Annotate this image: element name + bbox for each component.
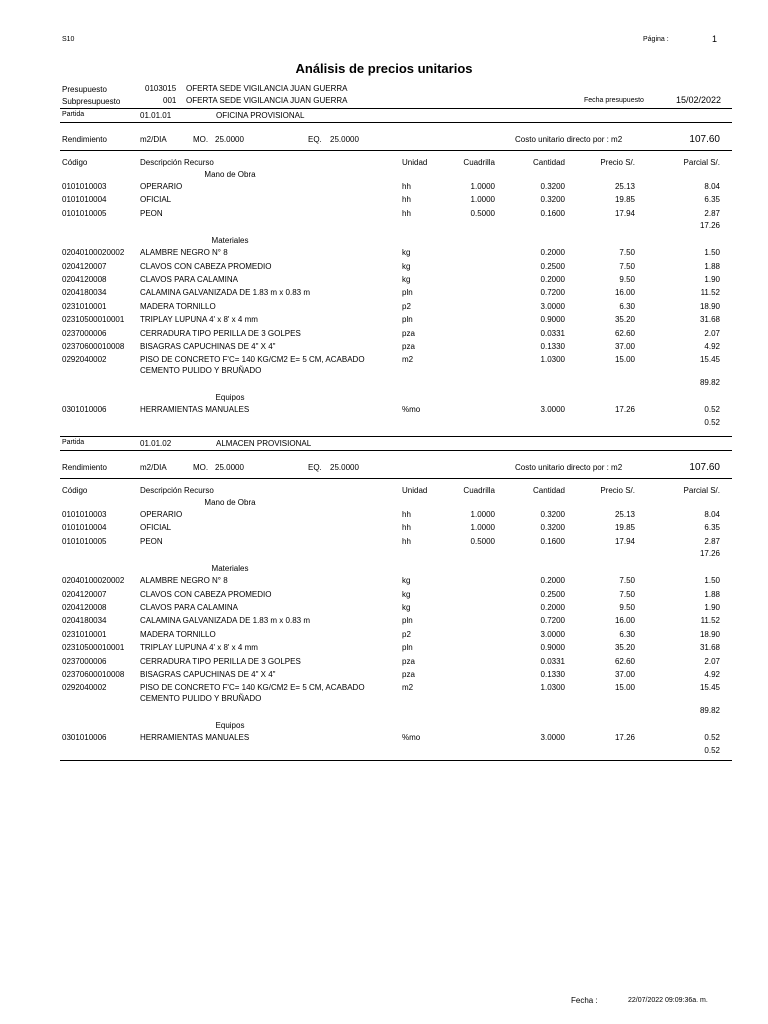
row-cantidad: 1.0300 [540,355,565,365]
row-precio: 17.94 [614,208,635,218]
row-code: 0237000006 [62,328,107,338]
row-cantidad: 0.3200 [540,195,565,205]
row-unit: hh [402,182,411,191]
row-precio: 16.00 [614,288,635,298]
presupuesto-code: 0103015 [145,84,177,93]
system-label: S10 [62,36,75,43]
row-unit: m2 [402,355,414,365]
row-parcial: 2.87 [704,208,720,218]
row-description: ALAMBRE NEGRO N° 8 [140,248,228,258]
row-precio: 17.26 [614,405,635,415]
row-cantidad: 0.2000 [540,275,565,284]
row-unit: m2 [402,683,414,693]
rendimiento-unit: m2/DIA [140,135,167,144]
row-parcial: 0.52 [704,733,720,743]
row-cantidad: 0.2000 [540,576,565,586]
row-code: 0204180034 [62,288,107,298]
row-unit: pza [402,670,415,679]
column-codigo: Código [62,486,88,495]
row-code: 0204120007 [62,261,107,271]
columns-divider [60,478,732,479]
row-parcial: 18.90 [699,301,720,311]
row-parcial: 6.35 [704,523,720,533]
footer-fecha-label: Fecha : [571,996,598,1005]
row-parcial: 8.04 [704,510,720,519]
row-cantidad: 3.0000 [540,405,565,415]
final-divider [60,760,732,761]
mo-value: 25.0000 [215,463,244,472]
row-code: 0237000006 [62,656,107,666]
row-description: HERRAMIENTAS MANUALES [140,405,250,415]
row-code: 02040100020002 [62,576,125,586]
row-code: 0301010006 [62,405,107,415]
fecha-presupuesto: 15/02/2022 [676,95,722,105]
partida-name: OFICINA PROVISIONAL [216,111,305,120]
row-cantidad: 0.0331 [540,656,565,666]
row-description: TRIPLAY LUPUNA 4' x 8' x 4 mm [140,643,258,653]
row-code: 0204120007 [62,589,107,599]
row-unit: kg [402,248,411,258]
row-code: 0231010001 [62,301,107,311]
rendimiento-label: Rendimiento [62,135,107,144]
row-precio: 15.00 [614,683,635,693]
row-code: 0231010001 [62,629,107,639]
column-unidad: Unidad [402,486,428,495]
row-cantidad: 1.0300 [540,683,565,693]
row-parcial: 2.07 [704,328,720,338]
row-cantidad: 0.7200 [540,616,565,626]
partida-name: ALMACEN PROVISIONAL [216,439,312,448]
row-precio: 25.13 [614,510,635,519]
row-parcial: 1.88 [704,261,720,271]
presupuesto-name: OFERTA SEDE VIGILANCIA JUAN GUERRA [186,84,348,93]
column-descripcion: Descripción Recurso [140,158,214,167]
row-parcial: 18.90 [699,629,720,639]
row-cantidad: 0.2000 [540,603,565,612]
row-unit: hh [402,510,411,519]
row-code: 02310500010001 [62,643,125,653]
row-precio: 62.60 [614,656,635,666]
row-description: ALAMBRE NEGRO N° 8 [140,576,228,586]
row-precio: 9.50 [619,603,635,612]
group-subtotal: 0.52 [704,745,720,755]
row-description: BISAGRAS CAPUCHINAS DE 4" X 4" [140,342,276,351]
row-description: MADERA TORNILLO [140,629,216,639]
row-unit: pln [402,315,413,325]
row-precio: 7.50 [619,261,635,271]
row-precio: 35.20 [614,643,635,653]
row-cuadrilla: 1.0000 [470,182,495,191]
row-precio: 25.13 [614,182,635,191]
row-description: TRIPLAY LUPUNA 4' x 8' x 4 mm [140,315,258,325]
row-cantidad: 0.1330 [540,670,565,679]
row-precio: 19.85 [614,523,635,533]
row-description: PISO DE CONCRETO F'C= 140 KG/CM2 E= 5 CM, ACABADO [140,355,365,365]
row-unit: hh [402,195,411,205]
row-unit: kg [402,576,411,586]
row-unit: hh [402,523,411,533]
row-cantidad: 0.1600 [540,208,565,218]
row-cuadrilla: 1.0000 [470,195,495,205]
row-description-continued: CEMENTO PULIDO Y BRUÑADO [140,365,262,375]
row-cuadrilla: 0.5000 [470,208,495,218]
row-cantidad: 3.0000 [540,629,565,639]
row-code: 0204120008 [62,275,107,284]
row-unit: hh [402,208,411,218]
row-parcial: 11.52 [700,288,720,298]
row-code: 0101010003 [62,182,107,191]
row-cantidad: 0.9000 [540,315,565,325]
row-precio: 7.50 [619,589,635,599]
eq-label: EQ. [308,463,322,472]
column-parcial: Parcial S/. [683,486,720,495]
row-parcial: 8.04 [704,182,720,191]
row-description: CLAVOS CON CABEZA PROMEDIO [140,261,272,271]
mo-label: MO. [193,135,209,144]
row-parcial: 11.52 [700,616,720,626]
row-parcial: 31.68 [699,643,720,653]
row-precio: 17.94 [614,536,635,546]
row-cantidad: 0.1330 [540,342,565,351]
row-precio: 16.00 [614,616,635,626]
partida-code: 01.01.02 [140,439,172,448]
subpresupuesto-code: 001 [163,96,177,105]
group-title: Materiales [211,236,249,246]
row-unit: %mo [402,733,421,743]
row-description: OPERARIO [140,182,183,191]
subpresupuesto-label: Subpresupuesto [62,97,121,106]
rendimiento-label: Rendimiento [62,463,107,472]
group-title: Materiales [211,564,249,574]
group-title: Equipos [215,721,245,731]
row-unit: kg [402,275,411,284]
row-parcial: 6.35 [704,195,720,205]
row-precio: 6.30 [619,301,635,311]
row-precio: 7.50 [619,248,635,258]
row-description: PEON [140,536,163,546]
mo-value: 25.0000 [215,135,244,144]
row-parcial: 15.45 [699,355,720,365]
row-description: BISAGRAS CAPUCHINAS DE 4" X 4" [140,670,276,679]
subpresupuesto-name: OFERTA SEDE VIGILANCIA JUAN GUERRA [186,96,348,105]
row-parcial: 15.45 [699,683,720,693]
column-parcial: Parcial S/. [683,158,720,167]
row-unit: kg [402,589,411,599]
row-code: 02370600010008 [62,670,125,679]
row-code: 0301010006 [62,733,107,743]
group-title: Mano de Obra [204,498,256,507]
row-cantidad: 0.1600 [540,536,565,546]
footer-fecha-value: 22/07/2022 09:09:36a. m. [628,997,708,1004]
eq-label: EQ. [308,135,322,144]
row-parcial: 31.68 [699,315,720,325]
fecha-presupuesto-label: Fecha presupuesto [584,97,644,104]
row-precio: 17.26 [614,733,635,743]
row-parcial: 1.90 [704,603,720,612]
row-parcial: 4.92 [704,670,720,679]
costo-value: 107.60 [689,134,720,145]
partida-code: 01.01.01 [140,111,172,120]
row-cantidad: 0.3200 [540,523,565,533]
row-cantidad: 0.9000 [540,643,565,653]
row-cuadrilla: 0.5000 [470,536,495,546]
row-unit: kg [402,261,411,271]
columns-divider [60,150,732,151]
row-code: 02370600010008 [62,342,125,351]
column-unidad: Unidad [402,158,428,167]
row-code: 0101010004 [62,523,107,533]
row-code: 0292040002 [62,683,107,693]
partida-underline [60,122,732,123]
partida-label: Partida [62,439,85,446]
row-description: MADERA TORNILLO [140,301,216,311]
column-precio: Precio S/. [600,158,635,167]
row-description: CLAVOS PARA CALAMINA [140,275,238,284]
row-precio: 7.50 [619,576,635,586]
row-description: PEON [140,208,163,218]
row-precio: 6.30 [619,629,635,639]
mo-label: MO. [193,463,209,472]
row-description: OFICIAL [140,195,172,205]
row-code: 0204120008 [62,603,107,612]
row-cantidad: 0.2500 [540,261,565,271]
row-precio: 37.00 [614,670,635,679]
column-codigo: Código [62,158,88,167]
row-cantidad: 3.0000 [540,733,565,743]
row-cantidad: 0.2500 [540,589,565,599]
rendimiento-unit: m2/DIA [140,463,167,472]
group-subtotal: 89.82 [699,706,720,716]
row-precio: 19.85 [614,195,635,205]
column-cuadrilla: Cuadrilla [463,486,495,495]
column-cantidad: Cantidad [532,158,565,167]
row-description: CALAMINA GALVANIZADA DE 1.83 m x 0.83 m [140,288,310,298]
row-code: 0101010005 [62,536,107,546]
row-code: 0292040002 [62,355,107,365]
row-description: CALAMINA GALVANIZADA DE 1.83 m x 0.83 m [140,616,310,626]
row-description: CERRADURA TIPO PERILLA DE 3 GOLPES [140,656,301,666]
costo-value: 107.60 [689,462,720,473]
row-cuadrilla: 1.0000 [470,523,495,533]
row-description: HERRAMIENTAS MANUALES [140,733,250,743]
row-precio: 37.00 [614,342,635,351]
row-description: OFICIAL [140,523,172,533]
row-unit: pza [402,342,415,351]
row-description: PISO DE CONCRETO F'C= 140 KG/CM2 E= 5 CM, ACABADO [140,683,365,693]
row-cantidad: 0.3200 [540,182,565,191]
page-title: Análisis de precios unitarios [295,61,473,76]
row-unit: %mo [402,405,421,415]
column-descripcion: Descripción Recurso [140,486,214,495]
row-unit: pza [402,328,415,338]
row-parcial: 0.52 [704,405,720,415]
column-cuadrilla: Cuadrilla [463,158,495,167]
group-subtotal: 0.52 [704,417,720,427]
row-code: 02310500010001 [62,315,125,325]
row-parcial: 1.50 [704,248,720,258]
row-parcial: 2.07 [704,656,720,666]
row-code: 02040100020002 [62,248,125,258]
row-unit: p2 [402,629,411,639]
costo-label: Costo unitario directo por : m2 [515,135,623,144]
partida-divider [60,436,732,437]
eq-value: 25.0000 [330,463,359,472]
row-cantidad: 0.0331 [540,328,565,338]
row-parcial: 2.87 [704,536,720,546]
row-cantidad: 0.3200 [540,510,565,519]
page-label: Página : [643,36,669,43]
row-parcial: 1.50 [704,576,720,586]
partida-underline [60,450,732,451]
costo-label: Costo unitario directo por : m2 [515,463,623,472]
row-code: 0204180034 [62,616,107,626]
row-parcial: 1.88 [704,589,720,599]
row-precio: 35.20 [614,315,635,325]
column-precio: Precio S/. [600,486,635,495]
group-subtotal: 17.26 [699,221,720,231]
group-subtotal: 89.82 [699,378,720,388]
row-cantidad: 0.2000 [540,248,565,258]
row-unit: kg [402,603,411,612]
group-title: Mano de Obra [204,170,256,179]
row-unit: pln [402,616,413,626]
row-cantidad: 0.7200 [540,288,565,298]
row-unit: p2 [402,301,411,311]
row-precio: 9.50 [619,275,635,284]
row-code: 0101010004 [62,195,107,205]
row-parcial: 4.92 [704,342,720,351]
eq-value: 25.0000 [330,135,359,144]
row-description: OPERARIO [140,510,183,519]
row-description: CLAVOS CON CABEZA PROMEDIO [140,589,272,599]
row-description-continued: CEMENTO PULIDO Y BRUÑADO [140,693,262,703]
partida-label: Partida [62,111,85,118]
group-subtotal: 17.26 [699,549,720,559]
row-unit: pza [402,656,415,666]
row-description: CLAVOS PARA CALAMINA [140,603,238,612]
row-precio: 15.00 [614,355,635,365]
page-number: 1 [712,34,718,44]
row-cuadrilla: 1.0000 [470,510,495,519]
row-precio: 62.60 [614,328,635,338]
column-cantidad: Cantidad [532,486,565,495]
row-cantidad: 3.0000 [540,301,565,311]
group-title: Equipos [215,393,245,403]
row-parcial: 1.90 [704,275,720,284]
row-unit: pln [402,643,413,653]
row-unit: hh [402,536,411,546]
row-code: 0101010003 [62,510,107,519]
row-code: 0101010005 [62,208,107,218]
presupuesto-label: Presupuesto [62,85,107,94]
row-unit: pln [402,288,413,298]
row-description: CERRADURA TIPO PERILLA DE 3 GOLPES [140,328,301,338]
partida-divider [60,108,732,109]
